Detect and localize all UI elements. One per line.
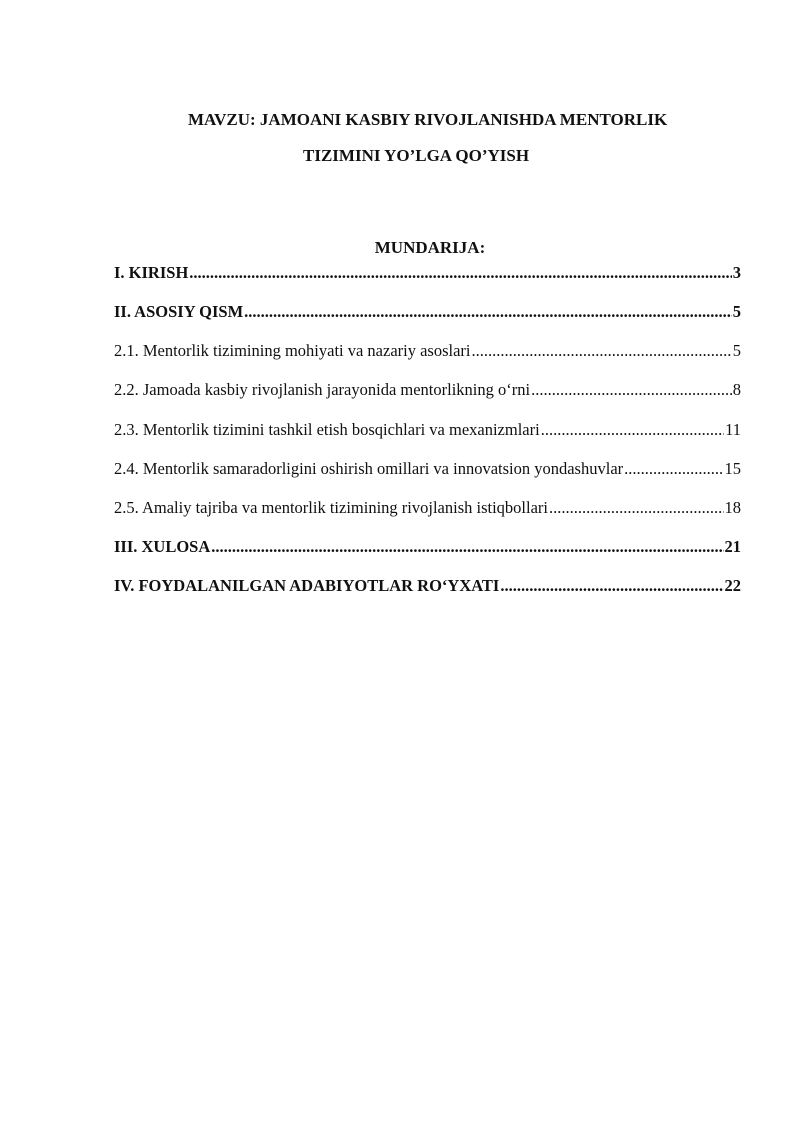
toc-entry-section-2-3[interactable]	[114, 419, 741, 441]
toc-entry-page: 11	[725, 420, 741, 439]
toc-dot-leader	[189, 262, 731, 284]
toc-entry-title: 2.1. Mentorlik tizimining mohiyati va nazariy asoslari	[114, 341, 471, 360]
topic-title-line-2: TIZIMINI YO’LGA QO’YISH	[303, 146, 530, 165]
toc-dot-leader	[541, 419, 724, 441]
toc-entry-title: 2.2. Jamoada kasbiy rivojlanish jarayonida mentorlikning o‘rni	[114, 380, 531, 399]
toc-entry-section-2-2[interactable]	[114, 379, 741, 401]
toc-entry-references[interactable]	[114, 575, 741, 597]
toc-dot-leader	[472, 340, 732, 362]
toc-entry-title: 2.4. Mentorlik samaradorligini oshirish omillari va innovatsion yondashuvlar	[114, 459, 624, 478]
toc-entry-title: 2.3. Mentorlik tizimini tashkil etish bosqichlari va mexanizmlari	[114, 420, 540, 439]
toc-entry-title: 2.5. Amaliy tajriba va mentorlik tizimining rivojlanish istiqbollari	[114, 498, 548, 517]
topic-title-line-1: MAVZU: JAMOANI KASBIY RIVOJLANISHDA MENTORLIK	[188, 110, 668, 129]
toc-dot-leader	[624, 458, 723, 480]
toc-entry-page: 18	[724, 498, 741, 517]
toc-entry-page: 5	[732, 341, 741, 360]
toc-entry-page: 3	[732, 263, 741, 282]
toc-entry-page: 15	[724, 459, 741, 478]
toc-entry-title: IV. FOYDALANILGAN ADABIYOTLAR RO‘YXATI	[114, 576, 500, 595]
toc-entry-introduction[interactable]	[114, 262, 741, 284]
toc-dot-leader	[531, 379, 732, 401]
toc-entry-title: III. XULOSA	[114, 537, 211, 556]
toc-dot-leader	[211, 536, 723, 558]
toc-entry-conclusion[interactable]	[114, 536, 741, 558]
toc-entry-title: I. KIRISH	[114, 263, 189, 282]
toc-entry-section-2-1[interactable]	[114, 340, 741, 362]
toc-entry-section-2-4[interactable]	[114, 458, 741, 480]
toc-entry-title: II. ASOSIY QISM	[114, 302, 244, 321]
toc-heading: MUNDARIJA:	[374, 238, 486, 257]
toc-entry-main-part[interactable]	[114, 301, 741, 323]
toc-dot-leader	[549, 497, 724, 519]
toc-dot-leader	[244, 301, 732, 323]
toc-dot-leader	[500, 575, 723, 597]
toc-entry-page: 8	[732, 380, 741, 399]
toc-entry-section-2-5[interactable]	[114, 497, 741, 519]
toc-entry-page: 5	[732, 302, 741, 321]
toc-entry-page: 22	[724, 576, 741, 595]
toc-entry-page: 21	[724, 537, 741, 556]
